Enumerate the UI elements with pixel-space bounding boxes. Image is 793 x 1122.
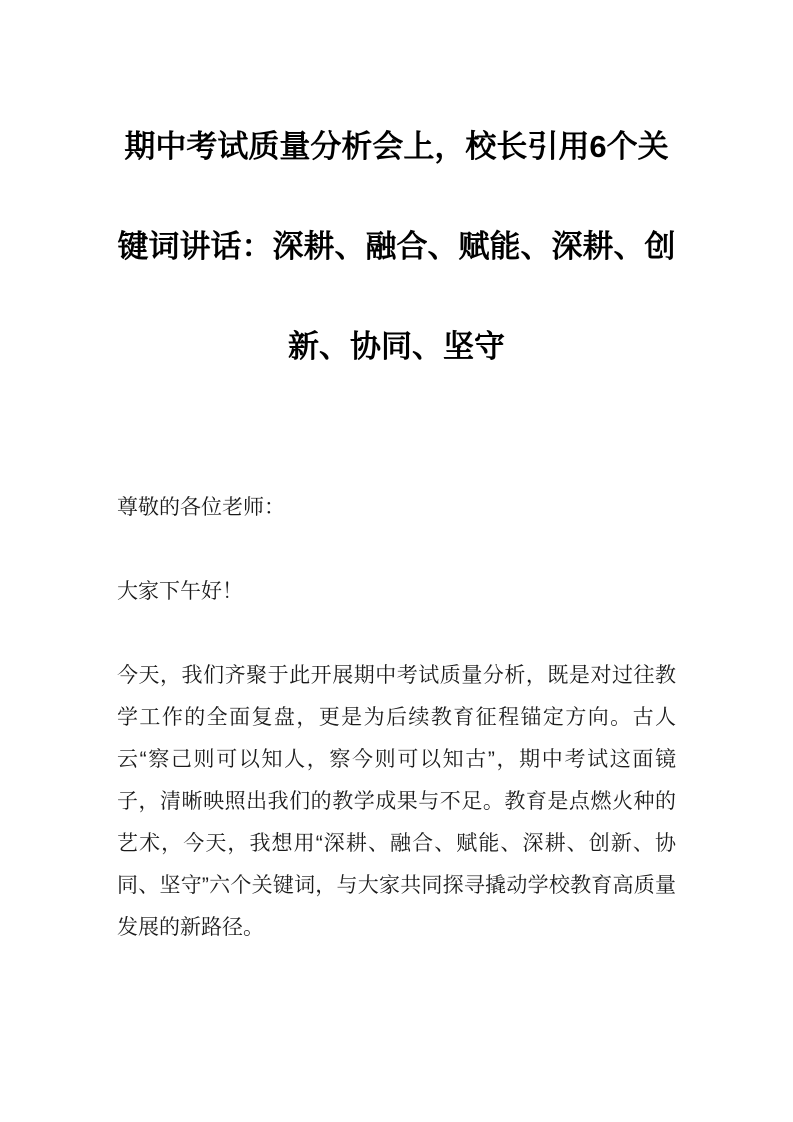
document-title (117, 97, 676, 397)
document-title-line-2: 键词讲话：深耕、融合、赋能、深耕、创 (117, 229, 676, 264)
greeting-paragraph: 大家下午好！ (117, 580, 243, 603)
body-paragraph: 今天，我们齐聚于此开展期中考试质量分析，既是对过往教学工作的全面复盘，更是为后续教育征程锚定方向。古人云“察己则可以知人，察今则可以知古”，期中考试这面镜子，清晰映照出我们的教学成果与不足。教育是点燃火种的艺术，今天，我想用“深耕、融合、赋能、深耕、创新、协同、坚守”六个关键词，与大家共同探寻撬动学校教育高质量发展的新路径。 (117, 664, 676, 939)
document-title-line-1: 期中考试质量分析会上，校长引用6个关 (124, 129, 669, 164)
document-title-line-3: 新、协同、坚守 (288, 329, 505, 364)
salutation-paragraph: 尊敬的各位老师： (117, 496, 285, 519)
